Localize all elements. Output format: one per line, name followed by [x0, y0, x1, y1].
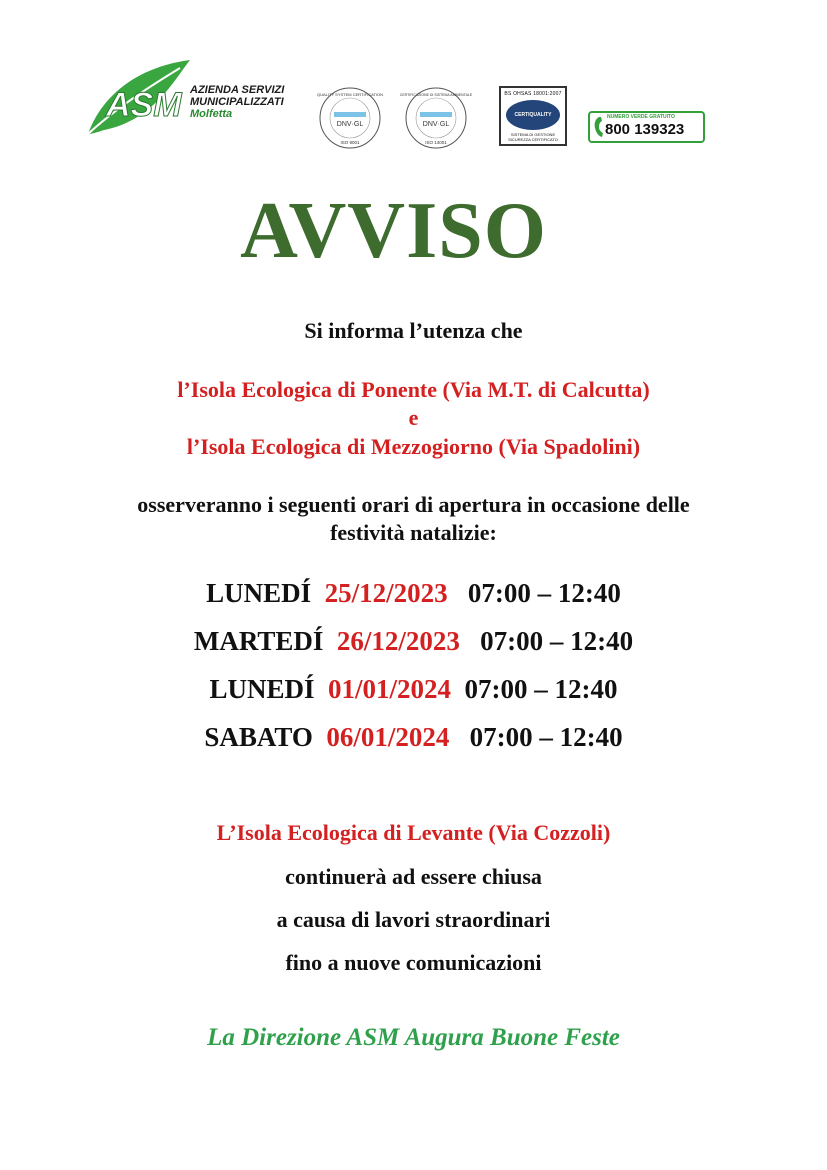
- certiquality-caption: SISTEMA DI GESTIONE SICUREZZA CERTIFICATO: [508, 132, 558, 142]
- intro-text: Si informa l’utenza che: [304, 318, 523, 343]
- company-name: [190, 84, 284, 120]
- body-text-line2: festività natalizie:: [330, 520, 497, 545]
- body-text-line1: osserveranno i seguenti orari di apertura in occasione delle: [137, 492, 690, 517]
- closed-text-line1: continuerà ad essere chiusa: [285, 864, 542, 889]
- schedule-date: 01/01/2024: [328, 674, 452, 704]
- schedule-date: 25/12/2023: [324, 578, 448, 608]
- schedule-hours: 07:00 – 12:40: [467, 578, 621, 608]
- certiquality-seal: [499, 86, 567, 146]
- greeting: La Direzione ASM Augura Buone Feste: [207, 1024, 620, 1051]
- schedule-day: MARTEDÍ: [193, 626, 324, 656]
- island-levante: L’Isola Ecologica di Levante (Via Cozzoli): [216, 820, 611, 845]
- schedule-date: 26/12/2023: [336, 626, 460, 656]
- svg-text:QUALITY SYSTEM CERTIFICATION: QUALITY SYSTEM CERTIFICATION: [316, 92, 384, 97]
- toll-free-label: NUMERO VERDE GRATUITO: [607, 114, 675, 120]
- certiquality-standard: BS OHSAS 18001:2007: [504, 91, 562, 97]
- svg-text:DNV·GL: DNV·GL: [422, 121, 450, 128]
- dnv-iso9001-seal-icon: [318, 86, 382, 150]
- svg-text:CERTIFICAZIONE DI SISTEMA AMBI: CERTIFICAZIONE DI SISTEMA AMBIENTALE: [399, 93, 473, 97]
- schedule-row: [0, 580, 827, 606]
- schedule-row: [0, 676, 827, 702]
- closed-text-line2: a causa di lavori straordinari: [276, 907, 551, 932]
- toll-free-number-box: [588, 111, 705, 143]
- dnv-iso14001-seal-icon: [399, 86, 473, 150]
- notice-title: AVVISO: [240, 187, 547, 275]
- svg-text:DNV·GL: DNV·GL: [336, 121, 364, 128]
- company-city: Molfetta: [190, 108, 233, 120]
- schedule-hours: 07:00 – 12:40: [480, 626, 634, 656]
- phone-icon: [593, 116, 604, 138]
- schedule-day: LUNEDÍ: [209, 674, 315, 704]
- conjunction: e: [408, 405, 419, 430]
- schedule-day: LUNEDÍ: [206, 578, 312, 608]
- leaf-logo-icon: [84, 60, 194, 140]
- schedule-hours: 07:00 – 12:40: [469, 722, 623, 752]
- schedule-row: [0, 724, 827, 750]
- island-ponente: l’Isola Ecologica di Ponente (Via M.T. di Calcutta): [177, 377, 650, 402]
- schedule-hours: 07:00 – 12:40: [464, 674, 618, 704]
- island-mezzogiorno: l’Isola Ecologica di Mezzogiorno (Via Spadolini): [186, 434, 641, 459]
- schedule-date: 06/01/2024: [326, 722, 450, 752]
- asm-logo: [84, 60, 294, 140]
- svg-text:ISO 9001: ISO 9001: [340, 140, 360, 145]
- closed-text-line3: fino a nuove comunicazioni: [285, 950, 542, 975]
- header: [0, 0, 827, 160]
- company-line2: MUNICIPALIZZATI: [190, 96, 284, 108]
- certiquality-badge: CERTIQUALITY: [506, 100, 560, 130]
- toll-free-number: 800 139323: [605, 121, 685, 138]
- svg-text:ISO 14001: ISO 14001: [425, 140, 447, 145]
- company-line1: AZIENDA SERVIZI: [190, 84, 285, 96]
- schedule-day: SABATO: [204, 722, 313, 752]
- schedule-row: [0, 628, 827, 654]
- svg-text:ASM: ASM: [106, 86, 182, 124]
